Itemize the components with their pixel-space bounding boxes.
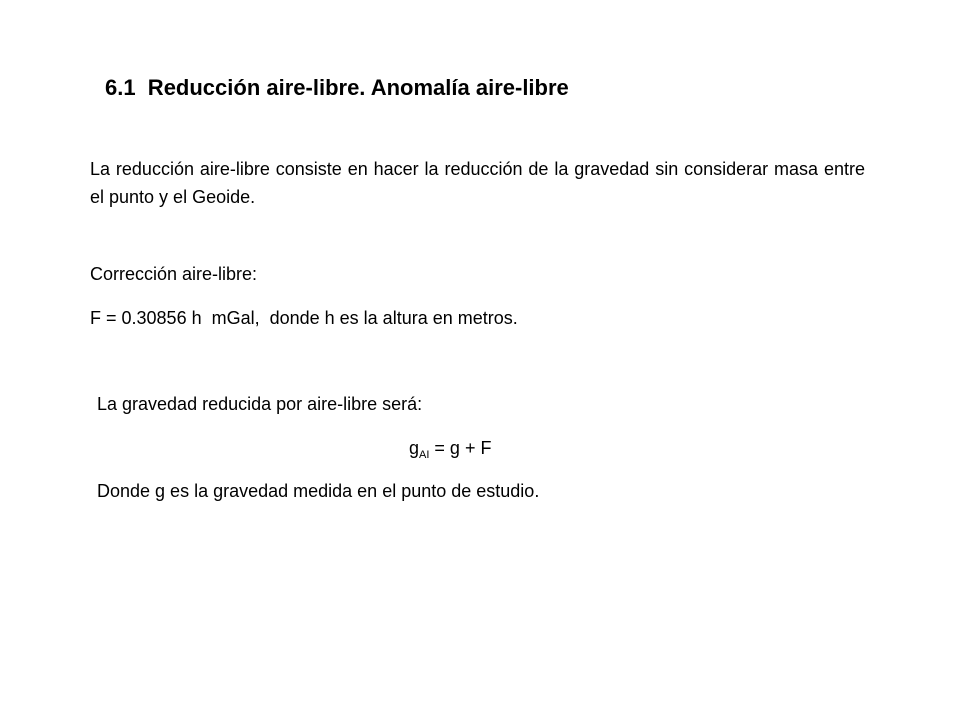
reduced-gravity-formula <box>409 436 491 467</box>
slide-title: 6.1 Reducción aire-libre. Anomalía aire-libre <box>105 75 569 100</box>
where-text: Donde g es la gravedad medida en el punto de estudio. <box>97 481 540 501</box>
correction-formula: F = 0.30856 h mGal, donde h es la altura en metros. <box>90 308 518 328</box>
formula-rest: = g + F <box>429 438 492 458</box>
correction-label: Corrección aire-libre: <box>90 264 258 284</box>
formula-subscript: AI <box>419 449 430 461</box>
formula-symbol: g <box>409 438 420 458</box>
intro-paragraph: La reducción aire-libre consiste en hacer la reducción de la gravedad sin considerar masa entre el punto y el Geoide. <box>90 159 865 207</box>
reduced-gravity-label: La gravedad reducida por aire-libre será: <box>97 394 423 414</box>
